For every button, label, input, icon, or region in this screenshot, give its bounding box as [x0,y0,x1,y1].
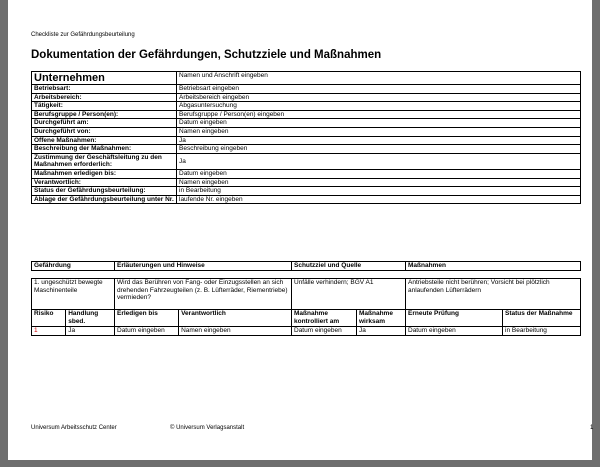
kontrolliert-value[interactable]: Datum eingeben [292,327,357,336]
field-value[interactable]: Beschreibung eingeben [177,145,581,154]
hazard-gefaehrdung[interactable]: 1. ungeschützt bewegte Maschinenteile [32,279,115,310]
header-massnahmen: Maßnahmen [406,262,581,271]
company-label: Unternehmen [32,72,177,85]
risk-value[interactable]: 1 [32,327,66,336]
field-value[interactable]: laufende Nr. eingeben [177,195,581,204]
document-page [8,0,592,460]
field-value[interactable]: Namen eingeben [177,178,581,187]
header-erlaeuterungen: Erläuterungen und Hinweise [115,262,292,271]
status-value[interactable]: in Bearbeitung [503,327,581,336]
field-value[interactable]: Datum eingeben [177,169,581,178]
pruefung-value[interactable]: Datum eingeben [406,327,503,336]
field-label: Arbeitsbereich: [32,93,177,102]
document-title: Dokumentation der Gefährdungen, Schutzziele und Maßnahmen [31,49,382,61]
field-value[interactable]: Berufsgruppe / Person(en) eingeben [177,110,581,119]
handlung-value[interactable]: Ja [66,327,115,336]
field-label: Maßnahmen erledigen bis: [32,169,177,178]
erledigen-value[interactable]: Datum eingeben [115,327,179,336]
hazard-erlaeuterung[interactable]: Wird das Berühren von Fang- oder Einzugsstellen an sich drehenden Fahrzeugteilen (z. B. Lüfterräder, Riementriebe) vermieden? [115,279,292,310]
col-handlung: Handlung sbed. [66,310,115,327]
hazard-schutzziel[interactable]: Unfälle verhindern; BGV A1 [292,279,406,310]
field-label: Durchgeführt am: [32,119,177,128]
field-value[interactable]: Ja [177,136,581,145]
page-number: 1 [590,425,594,431]
col-kontrolliert: Maßnahme kontrolliert am [292,310,357,327]
field-value[interactable]: Abgasuntersuchung [177,102,581,111]
col-wirksam: Maßnahme wirksam [357,310,406,327]
field-label: Offene Maßnahmen: [32,136,177,145]
table-row [32,327,581,336]
footer-left: Universum Arbeitsschutz Center [31,425,117,431]
hazard-table [31,278,581,336]
field-value[interactable]: Betriebsart eingeben [177,85,581,94]
section-header-table [31,261,581,271]
col-erledigen: Erledigen bis [115,310,179,327]
col-status: Status der Maßnahme [503,310,581,327]
verantwortlich-value[interactable]: Namen eingeben [179,327,292,336]
col-verantwortlich: Verantwortlich [179,310,292,327]
field-label: Tätigkeit: [32,102,177,111]
field-value[interactable]: Datum eingeben [177,119,581,128]
field-value[interactable]: in Bearbeitung [177,187,581,196]
field-label: Betriebsart: [32,85,177,94]
field-label: Beschreibung der Maßnahmen: [32,145,177,154]
info-table [31,71,581,204]
field-value[interactable]: Namen eingeben [177,127,581,136]
header-gefaehrdung: Gefährdung [32,262,115,271]
footer-copyright: © Universum Verlagsanstalt [170,425,245,431]
header-schutzziel: Schutzziel und Quelle [292,262,406,271]
hazard-massnahme[interactable]: Antriebsteile nicht berühren; Vorsicht bei plötzlich anlaufenden Lüfterrädern [406,279,581,310]
field-label: Verantwortlich: [32,178,177,187]
col-risiko: Risiko [32,310,66,327]
wirksam-value[interactable]: Ja [357,327,406,336]
col-pruefung: Erneute Prüfung [406,310,503,327]
company-value[interactable]: Namen und Anschrift eingeben [177,72,581,85]
field-label: Ablage der Gefährdungsbeurteilung unter Nr. [32,195,177,204]
field-label: Status der Gefährdungsbeurteilung: [32,187,177,196]
field-value[interactable]: Arbeitsbereich eingeben [177,93,581,102]
field-label: Berufsgruppe / Person(en): [32,110,177,119]
header-note: Checkliste zur Gefährdungsbeurteilung [31,32,135,38]
field-label: Durchgeführt von: [32,127,177,136]
field-label: Zustimmung der Geschäftsleitung zu den Maßnahmen erforderlich: [32,153,177,169]
field-value[interactable]: Ja [177,153,581,169]
